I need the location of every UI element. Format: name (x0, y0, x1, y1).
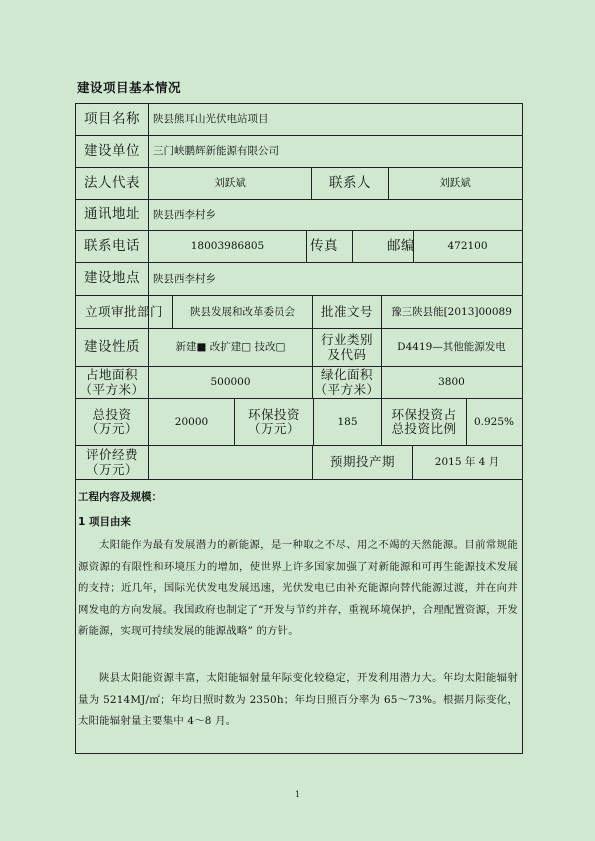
fax-label: 传真 (310, 237, 338, 254)
section-heading: 建设项目基本情况 (77, 80, 182, 95)
eval-label-line1: 评价经费 (85, 447, 138, 463)
contact-label: 联系人 (329, 174, 371, 191)
green-label (313, 367, 381, 398)
production-value: 2015 年 4 月 (434, 456, 500, 469)
eval-label-line2: （万元） (85, 461, 138, 477)
invest-label (76, 399, 148, 445)
section-title: 1 项目由来 (78, 516, 131, 528)
industry-value: D4419—其他能源发电 (397, 341, 506, 354)
paragraph-1: 太阳能作为最有发展潜力的新能源，是一种取之不尽、用之不竭的天然能源。目前常规能源资源的有限性和环境压力的增加，使世界上许多国家加强了对新能源和可再生能源技术发展的支持；近几年，国际光伏发电发展迅速，光伏发电已由补充能源向替代能源过渡，并在向并网发电的方向发展。我国政府也制定了“开发与节约并存，重视环境保护，合理配置资源，开发新能源，实现可持续发展的能源战略” 的方针。 (78, 539, 518, 637)
eval-value (149, 446, 312, 479)
industry-label (313, 329, 381, 366)
area-label (76, 367, 148, 398)
contact-value: 刘跃斌 (439, 177, 471, 190)
legal-rep-label: 法人代表 (84, 174, 140, 191)
content-title: 工程内容及规模： (78, 491, 162, 503)
nature-label: 建设性质 (84, 338, 140, 355)
phone-value: 18003986805 (190, 240, 265, 253)
env-invest-label-line1: 环保投资 (247, 406, 300, 422)
project-name-label: 项目名称 (84, 110, 140, 127)
phone-label: 联系电话 (84, 237, 140, 254)
env-invest-value: 185 (337, 415, 358, 428)
area-value: 500000 (210, 376, 251, 389)
approval-no-label: 批准文号 (320, 303, 373, 319)
postcode-label: 邮编 (387, 237, 415, 254)
nature-value: 新建■ 改扩建□ 技改□ (175, 341, 286, 354)
address-value: 陕县西李村乡 (153, 208, 216, 221)
industry-label-line2: 及代码 (327, 346, 367, 362)
legal-rep-value: 刘跃斌 (214, 177, 246, 190)
eval-label (76, 446, 148, 479)
industry-label-line1: 行业类别 (320, 332, 373, 348)
area-label-line2: （平方米） (79, 381, 145, 397)
ratio-label (382, 399, 466, 445)
postcode-value: 472100 (447, 240, 488, 253)
env-invest-label (235, 399, 313, 445)
production-label: 预期投产期 (329, 454, 395, 470)
green-label-line2: （平方米） (314, 381, 380, 397)
ratio-value: 0.925% (473, 415, 515, 428)
page-number: 1 (294, 790, 301, 799)
invest-label-line1: 总投资 (92, 406, 132, 422)
area-label-line1: 占地面积 (85, 367, 138, 383)
invest-value: 20000 (174, 415, 209, 428)
site-label: 建设地点 (84, 270, 140, 287)
site-value: 陕县西李村乡 (153, 272, 216, 285)
ratio-label-line1: 环保投资占 (391, 406, 457, 422)
project-name-value: 陕县熊耳山光伏电站项目 (153, 113, 269, 126)
address-label: 通讯地址 (84, 206, 140, 223)
unit-label: 建设单位 (84, 142, 140, 159)
paragraph-2: 陕县太阳能资源丰富，太阳能辐射量年际变化较稳定，开发利用潜力大。年均太阳能辐射量为 5214MJ/㎡；年均日照时数为 2350h；年均日照百分率为 65～73%。根据月际变化，太阳能辐射量主要集中 4～8 月。 (78, 672, 518, 727)
green-value: 3800 (438, 376, 465, 389)
approval-dept-label: 立项审批部门 (84, 303, 163, 319)
basic-info-form (75, 103, 523, 754)
green-label-line1: 绿化面积 (320, 367, 373, 383)
approval-no-value: 豫三陕县能[2013]00089 (391, 305, 512, 318)
ratio-label-line2: 总投资比例 (391, 421, 457, 436)
env-invest-label-line2: （万元） (247, 421, 300, 436)
invest-label-line2: （万元） (85, 421, 138, 436)
approval-dept-value: 陕县发展和改革委员会 (190, 305, 295, 318)
unit-value: 三门峡鹏辉新能源有限公司 (153, 145, 279, 158)
